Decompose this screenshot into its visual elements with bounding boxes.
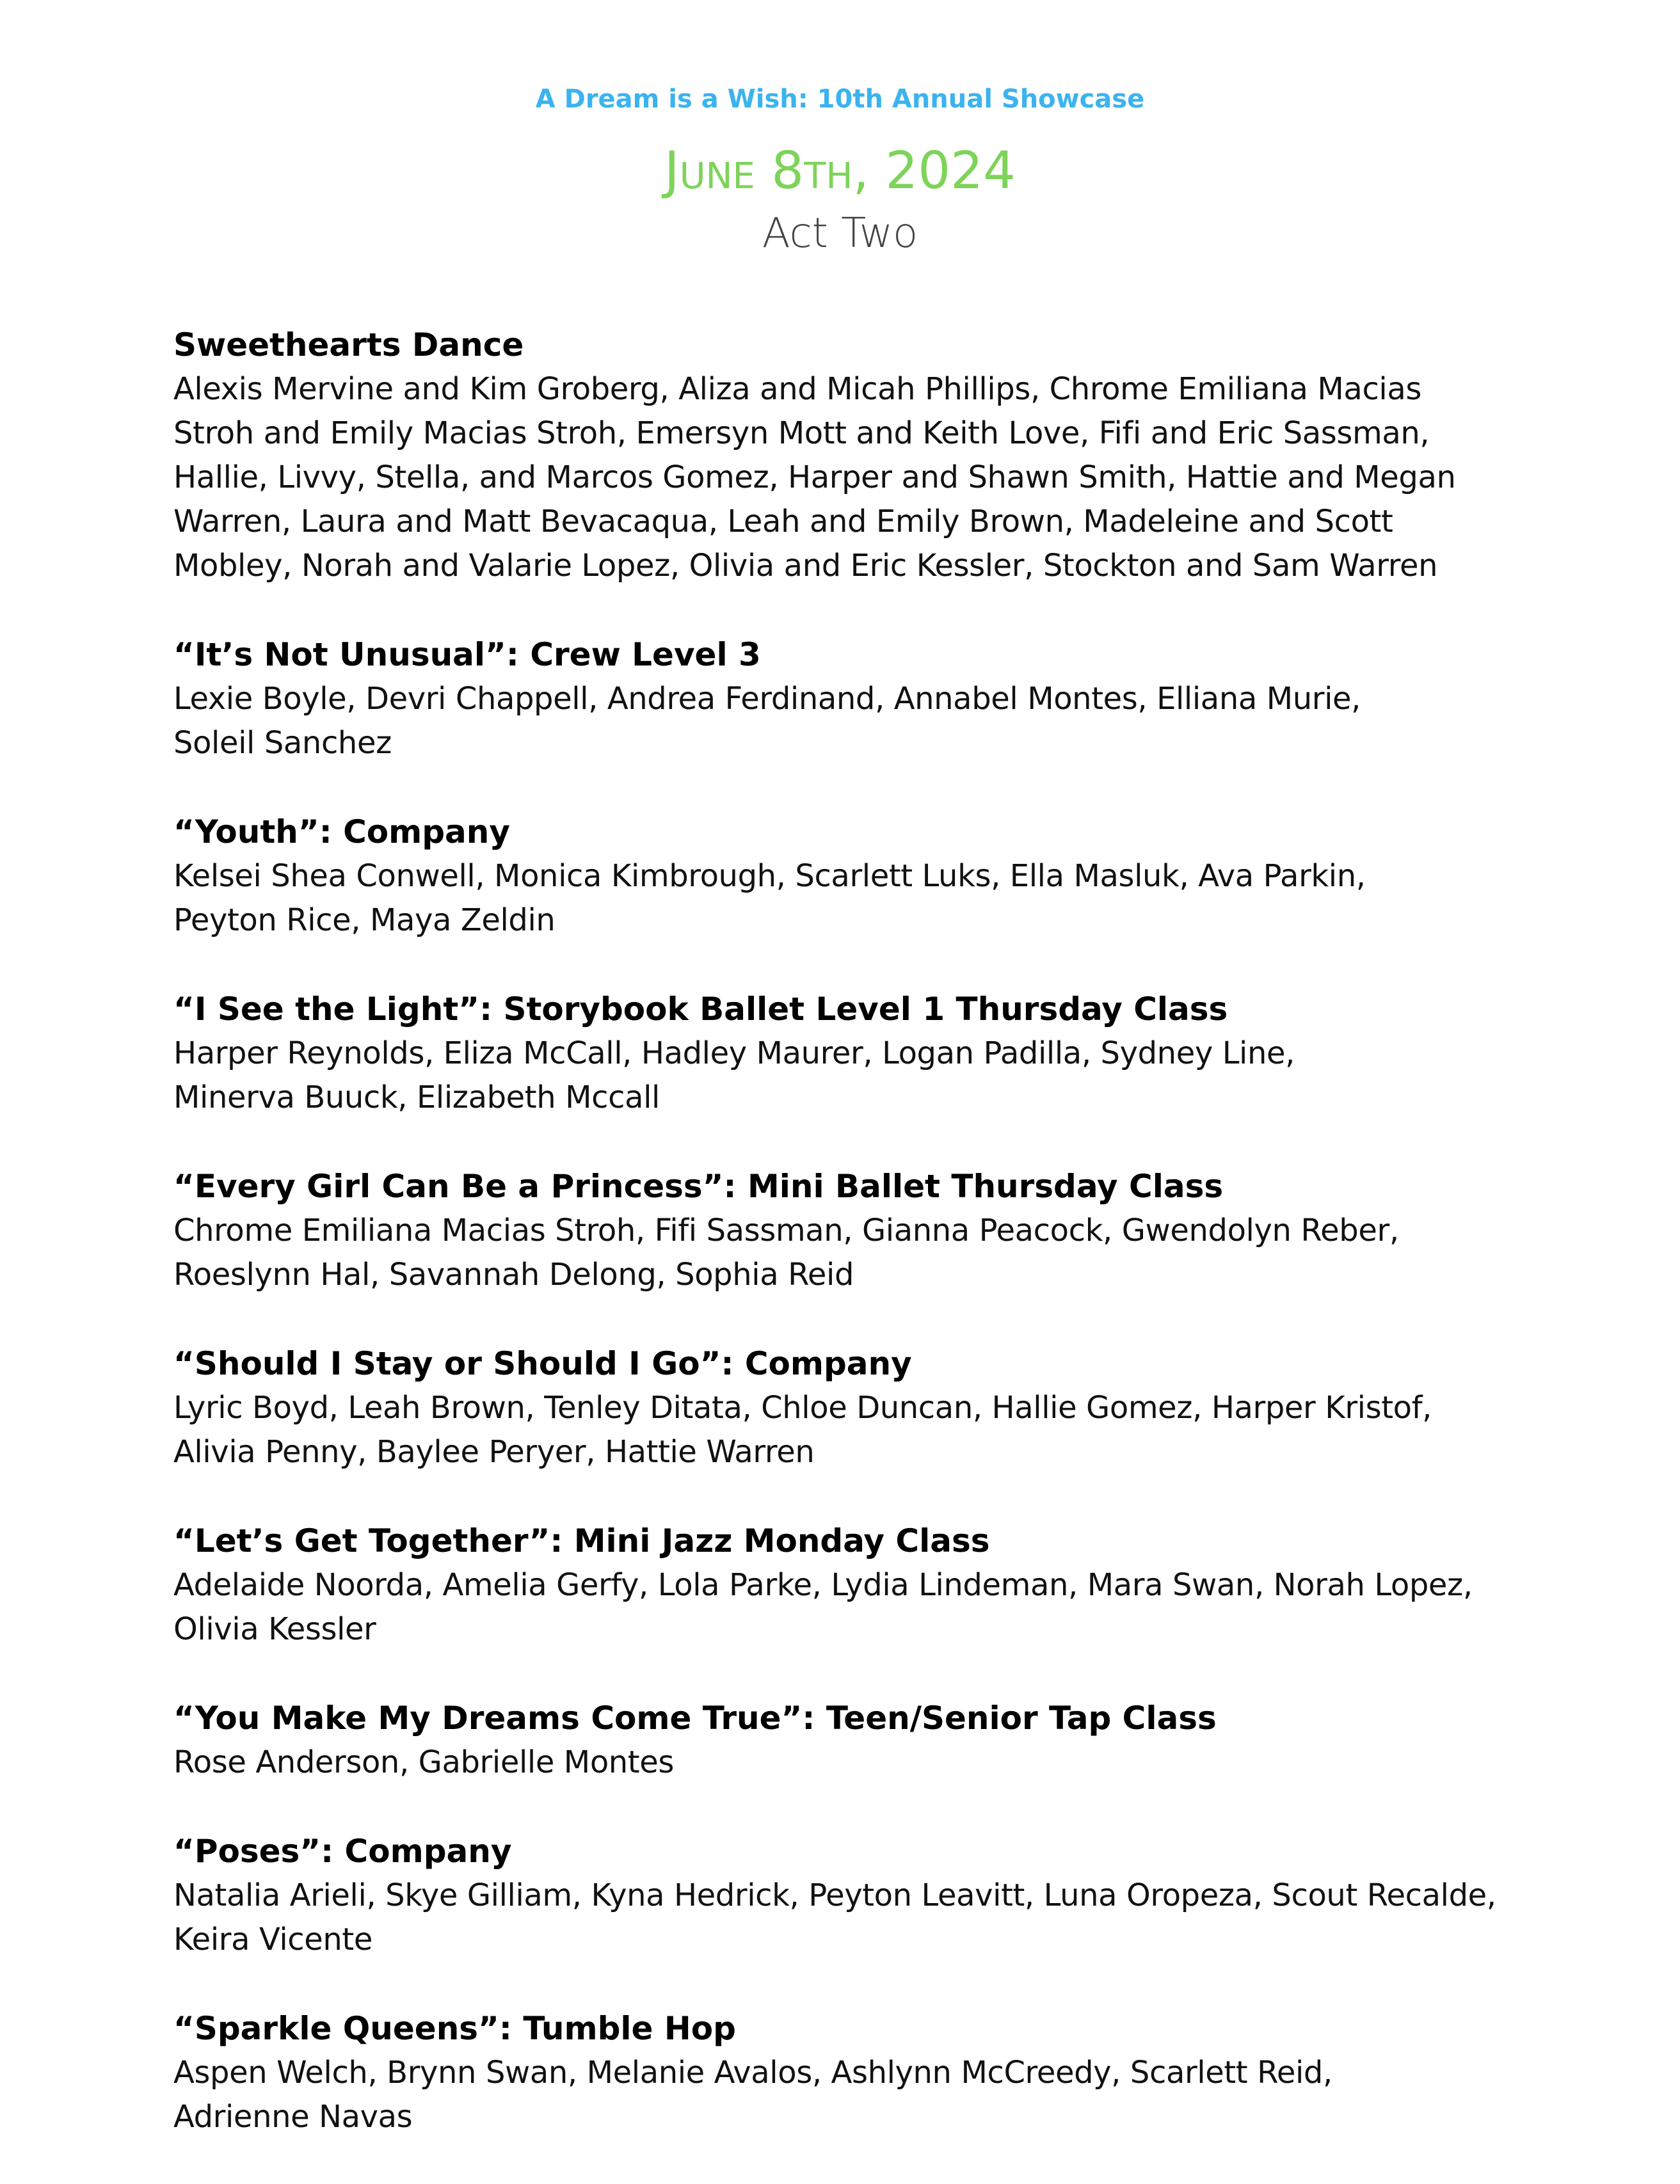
showcase-title: A Dream is a Wish: 10th Annual Showcase <box>535 84 1145 114</box>
program-item <box>173 1829 1517 1962</box>
performer-line: Adrienne Navas <box>173 2099 413 2135</box>
program-item-title: “Every Girl Can Be a Princess”: Mini Ballet Thursday Class <box>173 1168 1224 1205</box>
program-item-title: “It’s Not Unusual”: Crew Level 3 <box>173 636 761 673</box>
performer-line: Natalia Arieli, Skye Gilliam, Kyna Hedrick, Peyton Leavitt, Luna Oropeza, Scout Recalde, <box>173 1877 1496 1913</box>
program-item <box>173 1519 1517 1652</box>
program-item <box>173 1696 1517 1785</box>
program-item-title: “Sparkle Queens”: Tumble Hop <box>173 2010 736 2047</box>
program-item-title: “Let’s Get Together”: Mini Jazz Monday Class <box>173 1522 990 1559</box>
program-item <box>173 633 1517 765</box>
performer-line: Aspen Welch, Brynn Swan, Melanie Avalos, Ashlynn McCreedy, Scarlett Reid, <box>173 2055 1332 2091</box>
performer-line: Keira Vicente <box>173 1922 372 1957</box>
performer-line: Alexis Mervine and Kim Groberg, Aliza and Micah Phillips, Chrome Emiliana Macias <box>173 371 1421 407</box>
performer-line: Chrome Emiliana Macias Stroh, Fifi Sassman, Gianna Peacock, Gwendolyn Reber, <box>173 1213 1399 1248</box>
performer-line: Mobley, Norah and Valarie Lopez, Olivia and Eric Kessler, Stockton and Sam Warren <box>173 548 1438 584</box>
program-item-title: “Youth”: Company <box>173 813 510 850</box>
program-item <box>173 1165 1517 1297</box>
performer-line: Rose Anderson, Gabrielle Montes <box>173 1744 674 1780</box>
performer-line: Hallie, Livvy, Stella, and Marcos Gomez, Harper and Shawn Smith, Hattie and Megan <box>173 459 1456 495</box>
program-item <box>173 810 1517 943</box>
performer-line: Minerva Buuck, Elizabeth Mccall <box>173 1080 660 1115</box>
program-header <box>0 61 1680 263</box>
program-item-title: “You Make My Dreams Come True”: Teen/Senior Tap Class <box>173 1700 1217 1737</box>
performer-line: Adelaide Noorda, Amelia Gerfy, Lola Parke, Lydia Lindeman, Mara Swan, Norah Lopez, <box>173 1567 1473 1603</box>
performer-line: Lyric Boyd, Leah Brown, Tenley Ditata, Chloe Duncan, Hallie Gomez, Harper Kristof, <box>173 1390 1432 1426</box>
program-item-title: “I See the Light”: Storybook Ballet Level 1 Thursday Class <box>173 991 1228 1028</box>
program-item <box>173 987 1517 1120</box>
performer-line: Warren, Laura and Matt Bevacaqua, Leah and Emily Brown, Madeleine and Scott <box>173 504 1393 539</box>
program-list <box>173 323 1517 2184</box>
performer-line: Stroh and Emily Macias Stroh, Emersyn Mott and Keith Love, Fifi and Eric Sassman, <box>173 415 1430 451</box>
performer-line: Alivia Penny, Baylee Peryer, Hattie Warren <box>173 1434 815 1470</box>
program-item-title: “Should I Stay or Should I Go”: Company <box>173 1345 912 1382</box>
showcase-date: June 8th, 2024 <box>664 141 1016 200</box>
performer-line: Harper Reynolds, Eliza McCall, Hadley Maurer, Logan Padilla, Sydney Line, <box>173 1035 1295 1071</box>
act-label: Act Two <box>762 210 918 257</box>
program-item-title: Sweethearts Dance <box>173 326 524 363</box>
program-item <box>173 323 1517 588</box>
performer-line: Lexie Boyle, Devri Chappell, Andrea Ferdinand, Annabel Montes, Elliana Murie, <box>173 681 1361 717</box>
performer-line: Kelsei Shea Conwell, Monica Kimbrough, Scarlett Luks, Ella Masluk, Ava Parkin, <box>173 858 1366 894</box>
performer-line: Soleil Sanchez <box>173 725 392 761</box>
performer-line: Roeslynn Hal, Savannah Delong, Sophia Reid <box>173 1257 854 1293</box>
program-item <box>173 1342 1517 1474</box>
performer-line: Olivia Kessler <box>173 1611 376 1647</box>
performer-line: Peyton Rice, Maya Zeldin <box>173 902 556 938</box>
program-item-title: “Poses”: Company <box>173 1833 512 1870</box>
program-item <box>173 2007 1517 2139</box>
